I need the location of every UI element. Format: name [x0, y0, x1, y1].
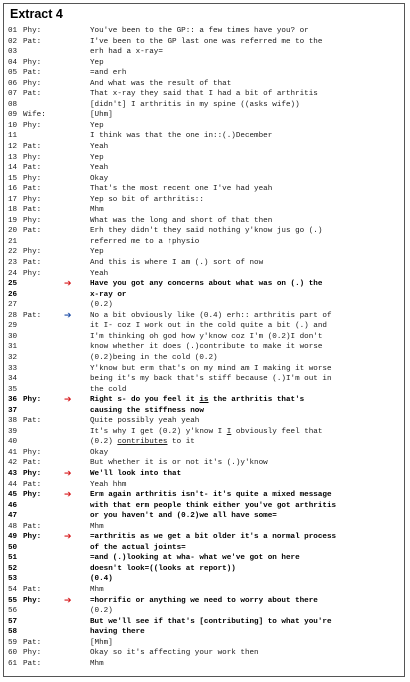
transcript-lines	[4, 26, 404, 669]
line-number: 46	[8, 501, 18, 510]
text-segment: referred me to a ↑physio	[90, 237, 200, 246]
speaker-label: Phy:	[23, 195, 42, 204]
speaker-label: Phy:	[23, 491, 42, 500]
line-text	[90, 247, 104, 258]
red-arrow-icon: ➔	[64, 490, 72, 501]
transcript-line	[4, 174, 404, 185]
line-number: 27	[8, 301, 18, 310]
speaker-label: Phy:	[23, 79, 42, 88]
line-number: 61	[8, 659, 18, 668]
text-segment: And this is where I am (.) sort of now	[90, 259, 264, 268]
text-segment: I've been to the GP last one was referred me to the	[90, 37, 323, 46]
transcript-line	[4, 480, 404, 491]
line-text	[90, 26, 309, 37]
text-segment: But we'll see if that's [contributing] to what you're	[90, 617, 332, 626]
line-number: 57	[8, 617, 18, 626]
transcript-line	[4, 395, 404, 406]
line-text	[90, 342, 322, 353]
line-text	[90, 174, 108, 185]
line-text	[90, 490, 332, 501]
line-number: 05	[8, 69, 18, 78]
text-segment: (0.2)	[90, 438, 118, 447]
line-number: 15	[8, 174, 18, 183]
transcript-line	[4, 237, 404, 248]
blue-arrow-icon: ➔	[64, 310, 72, 321]
text-segment: Okay	[90, 448, 109, 457]
speaker-label: Phy:	[23, 469, 42, 478]
text-segment: Yep	[90, 153, 104, 162]
line-number: 26	[8, 290, 18, 299]
line-text	[90, 58, 104, 69]
line-number: 35	[8, 385, 18, 394]
line-number: 17	[8, 195, 18, 204]
transcript-line	[4, 205, 404, 216]
text-segment: You've been to the GP:: a few times have you? or	[90, 27, 309, 35]
text-segment: =arthritis as we get a bit older it's a normal process	[90, 533, 337, 542]
extract-frame	[3, 3, 405, 677]
text-segment: No a bit obviously like (0.4) erh:: arthritis part of	[90, 311, 332, 320]
line-number: 28	[8, 311, 18, 320]
transcript-line	[4, 58, 404, 69]
transcript-line	[4, 89, 404, 100]
speaker-label: Pat:	[23, 164, 42, 173]
line-text	[90, 374, 332, 385]
line-text	[90, 427, 322, 438]
transcript-line	[4, 269, 404, 280]
line-text	[90, 269, 108, 280]
line-number: 51	[8, 554, 18, 563]
line-text	[90, 47, 163, 58]
line-number: 55	[8, 596, 18, 605]
line-number: 31	[8, 343, 18, 352]
line-text	[90, 659, 104, 670]
underlined-segment: I	[226, 427, 232, 436]
line-number: 48	[8, 522, 18, 531]
transcript-line	[4, 490, 404, 501]
line-number: 36	[8, 396, 18, 405]
line-text	[90, 638, 113, 649]
transcript-line	[4, 659, 404, 670]
text-segment: Yeah	[90, 143, 109, 152]
line-number: 54	[8, 585, 18, 594]
line-text	[90, 469, 181, 480]
text-segment: having there	[90, 628, 145, 637]
line-text	[90, 100, 300, 111]
text-segment: [didn't] I arthritis in my spine ((asks wife))	[90, 100, 300, 109]
line-text	[90, 321, 327, 332]
speaker-label: Phy:	[23, 27, 42, 35]
speaker-label: Phy:	[23, 533, 42, 542]
line-number: 39	[8, 427, 18, 436]
line-text	[90, 385, 126, 396]
text-segment: Erm again arthritis isn't- it's quite a mixed message	[90, 491, 332, 500]
line-text	[90, 300, 113, 311]
line-number: 60	[8, 649, 18, 658]
transcript-line	[4, 564, 404, 575]
line-text	[90, 543, 186, 554]
speaker-label: Pat:	[23, 522, 42, 531]
transcript-line	[4, 543, 404, 554]
line-text	[90, 89, 318, 100]
line-text	[90, 226, 322, 237]
speaker-label: Phy:	[23, 174, 42, 183]
text-segment: Mhm	[90, 522, 104, 531]
transcript-line	[4, 427, 404, 438]
text-segment: =and erh	[90, 69, 127, 78]
transcript-line	[4, 279, 404, 290]
speaker-label: Pat:	[23, 417, 42, 426]
speaker-label: Pat:	[23, 259, 42, 268]
line-text	[90, 406, 204, 417]
transcript-line	[4, 311, 404, 322]
line-text	[90, 216, 272, 227]
transcript-line	[4, 532, 404, 543]
line-text	[90, 364, 332, 375]
red-arrow-icon: ➔	[64, 532, 72, 543]
line-text	[90, 205, 104, 216]
speaker-label: Pat:	[23, 227, 42, 236]
text-segment: I think was that the one in::(.)December	[90, 132, 273, 141]
transcript-line	[4, 385, 404, 396]
line-text	[90, 110, 113, 121]
text-segment: Okay	[90, 174, 109, 183]
line-number: 42	[8, 459, 18, 468]
speaker-label: Wife:	[23, 111, 46, 120]
transcript-line	[4, 585, 404, 596]
text-segment: Right s- do you feel it	[90, 396, 200, 405]
line-text	[90, 79, 231, 90]
speaker-label: Pat:	[23, 311, 42, 320]
line-number: 14	[8, 164, 18, 173]
text-segment: Yep	[90, 121, 104, 130]
line-text	[90, 596, 318, 607]
speaker-label: Pat:	[23, 480, 42, 489]
text-segment: =horrific or anything we need to worry about there	[90, 596, 318, 605]
transcript-line	[4, 596, 404, 607]
transcript-line	[4, 364, 404, 375]
line-text	[90, 258, 263, 269]
text-segment: (0.4)	[90, 575, 113, 584]
text-segment: causing the stiffness now	[90, 406, 204, 415]
text-segment: being it's my back that's stiff because (.)I'm out in	[90, 375, 332, 384]
line-number: 59	[8, 638, 18, 647]
transcript-line	[4, 648, 404, 659]
text-segment: [Uhm]	[90, 111, 113, 120]
line-number: 24	[8, 269, 18, 278]
line-text	[90, 195, 204, 206]
text-segment: know whether it does (.)contribute to make it worse	[90, 343, 323, 352]
text-segment: of the actual joints=	[90, 543, 186, 552]
line-number: 49	[8, 533, 18, 542]
line-number: 33	[8, 364, 18, 373]
speaker-label: Pat:	[23, 90, 42, 99]
text-segment: Okay so it's affecting your work then	[90, 649, 259, 658]
speaker-label: Phy:	[23, 649, 42, 658]
line-number: 56	[8, 607, 18, 616]
red-arrow-icon: ➔	[64, 468, 72, 479]
transcript-line	[4, 216, 404, 227]
transcript-line	[4, 37, 404, 48]
transcript-line	[4, 321, 404, 332]
transcript-line	[4, 153, 404, 164]
speaker-label: Phy:	[23, 248, 42, 257]
transcript-line	[4, 300, 404, 311]
transcript-line	[4, 553, 404, 564]
transcript-line	[4, 184, 404, 195]
text-segment: (0.2)	[90, 301, 113, 310]
text-segment: Quite possibly yeah yeah	[90, 417, 200, 426]
line-number: 47	[8, 512, 18, 521]
transcript-line	[4, 374, 404, 385]
transcript-line	[4, 353, 404, 364]
line-text	[90, 311, 332, 322]
line-number: 10	[8, 121, 18, 130]
transcript-line	[4, 121, 404, 132]
line-number: 52	[8, 564, 18, 573]
transcript-line	[4, 142, 404, 153]
text-segment: Y'know but erm that's on my mind am I making it worse	[90, 364, 332, 373]
text-segment: Yep	[90, 58, 104, 67]
transcript-line	[4, 258, 404, 269]
line-number: 45	[8, 491, 18, 500]
text-segment: Mhm	[90, 585, 104, 594]
red-arrow-icon: ➔	[64, 595, 72, 606]
transcript-line	[4, 26, 404, 37]
line-number: 16	[8, 185, 18, 194]
line-number: 58	[8, 628, 18, 637]
line-number: 08	[8, 100, 18, 109]
line-number: 19	[8, 216, 18, 225]
text-segment: That x-ray they said that I had a bit of arthritis	[90, 90, 318, 99]
line-number: 06	[8, 79, 18, 88]
line-text	[90, 37, 322, 48]
line-text	[90, 501, 336, 512]
text-segment: (0.2)being in the cold (0.2)	[90, 353, 218, 362]
line-number: 50	[8, 543, 18, 552]
text-segment: What was the long and short of that then	[90, 216, 273, 225]
line-text	[90, 574, 113, 585]
transcript-line	[4, 163, 404, 174]
line-number: 22	[8, 248, 18, 257]
text-segment: Yep	[90, 248, 104, 257]
text-segment: x-ray or	[90, 290, 127, 299]
line-text	[90, 585, 104, 596]
speaker-label: Phy:	[23, 121, 42, 130]
transcript-line	[4, 511, 404, 522]
line-text	[90, 121, 104, 132]
transcript-line	[4, 416, 404, 427]
line-text	[90, 416, 199, 427]
line-number: 23	[8, 259, 18, 268]
transcript-line	[4, 617, 404, 628]
line-number: 38	[8, 417, 18, 426]
text-segment: Yeah	[90, 269, 109, 278]
speaker-label: Pat:	[23, 69, 42, 78]
underlined-segment: contributes	[117, 438, 168, 447]
line-number: 32	[8, 353, 18, 362]
transcript-line	[4, 195, 404, 206]
transcript-line	[4, 47, 404, 58]
line-number: 40	[8, 438, 18, 447]
line-text	[90, 522, 104, 533]
line-text	[90, 332, 322, 343]
line-text	[90, 131, 272, 142]
text-segment: That's the most recent one I've had yeah	[90, 185, 273, 194]
text-segment: Erh they didn't they said nothing y'know jus go (.)	[90, 227, 323, 236]
line-number: 34	[8, 375, 18, 384]
line-text	[90, 163, 108, 174]
transcript-line	[4, 469, 404, 480]
transcript-line	[4, 501, 404, 512]
text-segment: Mhm	[90, 206, 104, 215]
transcript-line	[4, 110, 404, 121]
speaker-label: Pat:	[23, 585, 42, 594]
line-text	[90, 532, 336, 543]
line-number: 18	[8, 206, 18, 215]
speaker-label: Pat:	[23, 459, 42, 468]
transcript-line	[4, 574, 404, 585]
text-segment: (0.2)	[90, 607, 113, 616]
transcript-line	[4, 100, 404, 111]
line-number: 43	[8, 469, 18, 478]
line-number: 44	[8, 480, 18, 489]
line-text	[90, 448, 108, 459]
transcript-line	[4, 247, 404, 258]
transcript-line	[4, 226, 404, 237]
transcript-line	[4, 448, 404, 459]
line-text	[90, 553, 300, 564]
speaker-label: Pat:	[23, 659, 42, 668]
line-number: 53	[8, 575, 18, 584]
line-number: 01	[8, 27, 18, 35]
speaker-label: Pat:	[23, 185, 42, 194]
text-segment: the cold	[90, 385, 127, 394]
line-text	[90, 353, 218, 364]
text-segment: Yep so bit of arthritis::	[90, 195, 204, 204]
line-text	[90, 279, 322, 290]
line-number: 25	[8, 280, 18, 289]
line-text	[90, 617, 332, 628]
speaker-label: Phy:	[23, 596, 42, 605]
line-number: 12	[8, 143, 18, 152]
line-number: 21	[8, 237, 18, 246]
transcript-line	[4, 627, 404, 638]
line-number: 37	[8, 406, 18, 415]
text-segment: We'll look into that	[90, 469, 182, 478]
line-number: 09	[8, 111, 18, 120]
line-number: 41	[8, 448, 18, 457]
transcript-line	[4, 79, 404, 90]
speaker-label: Phy:	[23, 396, 42, 405]
text-segment: or you haven't and (0.2)we all have some=	[90, 512, 277, 521]
line-text	[90, 142, 108, 153]
line-number: 07	[8, 90, 18, 99]
line-text	[90, 153, 104, 164]
speaker-label: Phy:	[23, 448, 42, 457]
text-segment: doesn't look=((looks at report))	[90, 564, 236, 573]
line-text	[90, 437, 195, 448]
line-text	[90, 237, 199, 248]
transcript-line	[4, 458, 404, 469]
speaker-label: Phy:	[23, 269, 42, 278]
line-text	[90, 648, 259, 659]
transcript-line	[4, 638, 404, 649]
extract-title: Extract 4	[10, 7, 63, 21]
red-arrow-icon: ➔	[64, 395, 72, 406]
line-number: 20	[8, 227, 18, 236]
text-segment: =and (.)looking at wha- what we've got on here	[90, 554, 300, 563]
transcript-line	[4, 522, 404, 533]
text-segment: Yeah hhm	[90, 480, 127, 489]
line-number: 02	[8, 37, 18, 46]
speaker-label: Pat:	[23, 143, 42, 152]
speaker-label: Phy:	[23, 153, 42, 162]
transcript-line	[4, 606, 404, 617]
line-number: 03	[8, 48, 18, 57]
text-segment: it I- coz I work out in the cold quite a bit (.) and	[90, 322, 327, 331]
text-segment: Have you got any concerns about what was on (.) the	[90, 280, 323, 289]
speaker-label: Pat:	[23, 37, 42, 46]
text-segment: [Mhm]	[90, 638, 113, 647]
line-number: 13	[8, 153, 18, 162]
line-text	[90, 564, 236, 575]
transcript-line	[4, 406, 404, 417]
line-text	[90, 606, 113, 617]
speaker-label: Phy:	[23, 216, 42, 225]
line-number: 04	[8, 58, 18, 67]
speaker-label: Pat:	[23, 638, 42, 647]
red-arrow-icon: ➔	[64, 279, 72, 290]
text-segment: Yeah	[90, 164, 109, 173]
line-text	[90, 627, 145, 638]
speaker-label: Pat:	[23, 206, 42, 215]
line-number: 29	[8, 322, 18, 331]
text-segment: erh had a x-ray=	[90, 48, 163, 57]
line-number: 30	[8, 332, 18, 341]
transcript-line	[4, 437, 404, 448]
line-number: 11	[8, 132, 18, 141]
underlined-segment: is	[199, 396, 209, 405]
text-segment: But whether it is or not it's (.)y'know	[90, 459, 268, 468]
text-segment: And what was the result of that	[90, 79, 232, 88]
speaker-label: Phy:	[23, 58, 42, 67]
transcript-line	[4, 131, 404, 142]
transcript-line	[4, 332, 404, 343]
transcript-line	[4, 290, 404, 301]
text-segment: Mhm	[90, 659, 104, 668]
line-text	[90, 458, 268, 469]
line-text	[90, 511, 277, 522]
text-segment: I'm thinking oh god how y'know coz I'm (0.2)I don't	[90, 332, 323, 341]
text-segment: with that erm people think either you've got arthritis	[90, 501, 337, 510]
transcript-line	[4, 68, 404, 79]
line-text	[90, 68, 126, 79]
transcript-line	[4, 342, 404, 353]
text-segment: obviously feel that	[231, 427, 323, 436]
line-text	[90, 290, 126, 301]
text-segment: the arthritis that's	[208, 396, 305, 405]
line-text	[90, 184, 272, 195]
text-segment: to it	[167, 438, 195, 447]
line-text	[90, 480, 126, 491]
line-text	[90, 395, 304, 406]
text-segment: It's why I get (0.2) y'know I	[90, 427, 227, 436]
